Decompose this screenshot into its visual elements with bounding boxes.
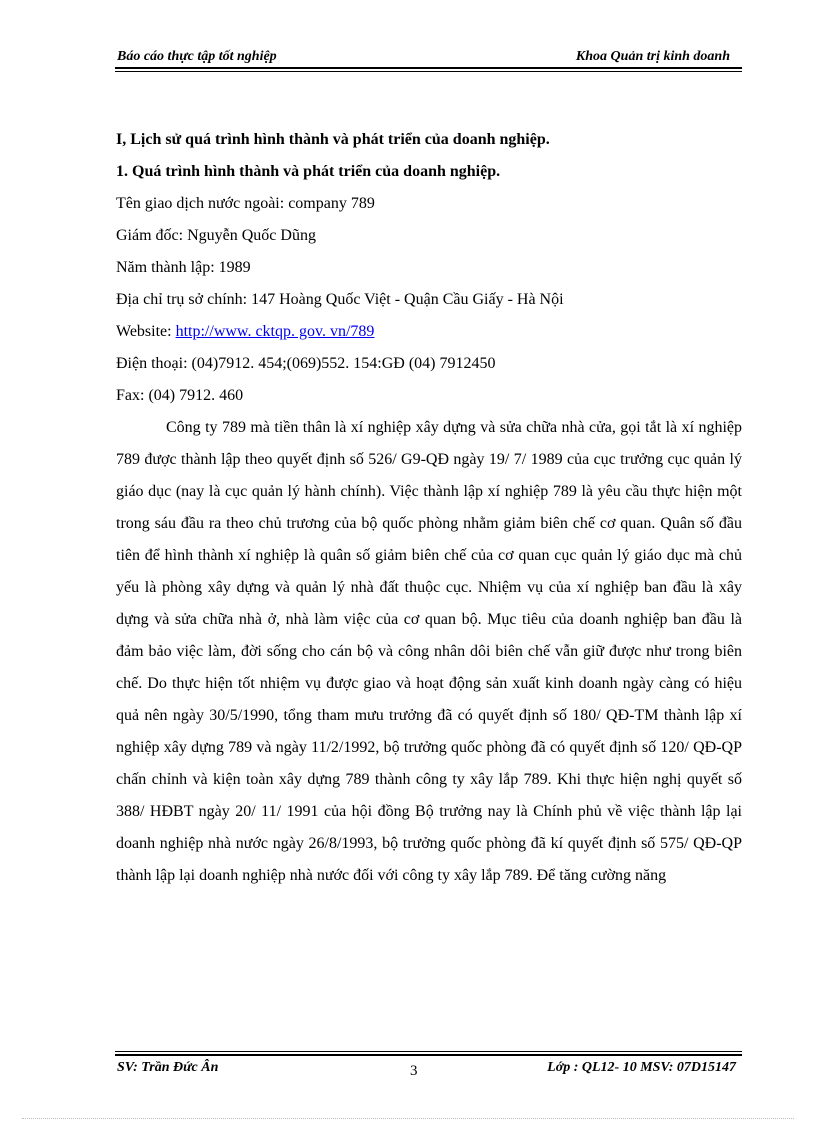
section-heading: I, Lịch sử quá trình hình thành và phát triển của doanh nghiệp. xyxy=(116,131,550,148)
header-rule-thin xyxy=(115,71,742,72)
website-line xyxy=(116,316,742,348)
website-label: Website: xyxy=(116,323,176,340)
page-bottom-border xyxy=(22,1118,794,1119)
footer-class-info: Lớp : QL12- 10 MSV: 07D15147 xyxy=(547,1060,736,1075)
fax-line: Fax: (04) 7912. 460 xyxy=(116,387,244,404)
subsection-heading: 1. Quá trình hình thành và phát triển của doanh nghiệp. xyxy=(116,163,501,180)
phone-line: Điện thoại: (04)7912. 454;(069)552. 154:GĐ (04) 7912450 xyxy=(116,355,496,372)
header-report-title: Báo cáo thực tập tốt nghiệp xyxy=(117,49,277,64)
header-faculty: Khoa Quản trị kinh doanh xyxy=(575,49,730,64)
page-header xyxy=(115,49,742,67)
header-rule xyxy=(115,67,742,69)
foreign-name-line: Tên giao dịch nước ngoài: company 789 xyxy=(116,195,375,212)
footer-rule-thin xyxy=(115,1051,742,1052)
page-footer xyxy=(115,1057,742,1079)
footer-rule xyxy=(115,1054,742,1056)
document-body xyxy=(116,124,742,892)
founded-line: Năm thành lập: 1989 xyxy=(116,259,251,276)
website-link[interactable]: http://www. cktqp. gov. vn/789 xyxy=(175,323,375,340)
director-line: Giám đốc: Nguyễn Quốc Dũng xyxy=(116,227,316,244)
address-line: Địa chỉ trụ sở chính: 147 Hoàng Quốc Việt - Quận Cầu Giấy - Hà Nội xyxy=(116,291,564,308)
footer-student: SV: Trần Đức Ân xyxy=(117,1060,219,1075)
page-number: 3 xyxy=(410,1063,418,1079)
history-paragraph: Công ty 789 mà tiền thân là xí nghiệp xây dựng và sửa chữa nhà cửa, gọi tắt là xí nghiệp 789 được thành lập theo quyết định số 526/ G9-QĐ ngày 19/ 7/ 1989 của cục trưởng cục quản lý giáo dục (nay là cục quản lý hành chính). Việc thành lập xí nghiệp 789 là yêu cầu thực hiện một trong sáu đầu ra theo chủ trương của bộ quốc phòng nhằm giảm biên chế cơ quan. Quân số đầu tiên để hình thành xí nghiệp là quân số giảm biên chế của cơ quan cục quản lý giáo dục mà chủ yếu là phòng xây dựng và quản lý nhà đất thuộc cục. Nhiệm vụ của xí nghiệp ban đầu là xây dựng và sửa chữa nhà ở, nhà làm việc của cơ quan bộ. Mục tiêu của doanh nghiệp ban đầu là đảm bảo việc làm, đời sống cho cán bộ và công nhân dôi biên chế vẫn giữ được như trong biên chế. Do thực hiện tốt nhiệm vụ được giao và hoạt động sản xuất kinh doanh ngày càng có hiệu quả nên ngày 30/5/1990, tổng tham mưu trưởng đã có quyết định số 180/ QĐ-TM thành lập xí nghiệp xây dựng 789 và ngày 11/2/1992, bộ trưởng quốc phòng đã có quyết định số 120/ QĐ-QP chấn chỉnh và kiện toàn xây dựng 789 thành công ty xây lắp 789. Khi thực hiện nghị quyết số 388/ HĐBT ngày 20/ 11/ 1991 của hội đồng Bộ trưởng nay là Chính phủ về việc thành lập lại doanh nghiệp nhà nước ngày 26/8/1993, bộ trưởng quốc phòng đã kí quyết định số 575/ QĐ-QP thành lập lại doanh nghiệp nhà nước đối với công ty xây lắp 789. Để tăng cường năng xyxy=(116,419,742,884)
